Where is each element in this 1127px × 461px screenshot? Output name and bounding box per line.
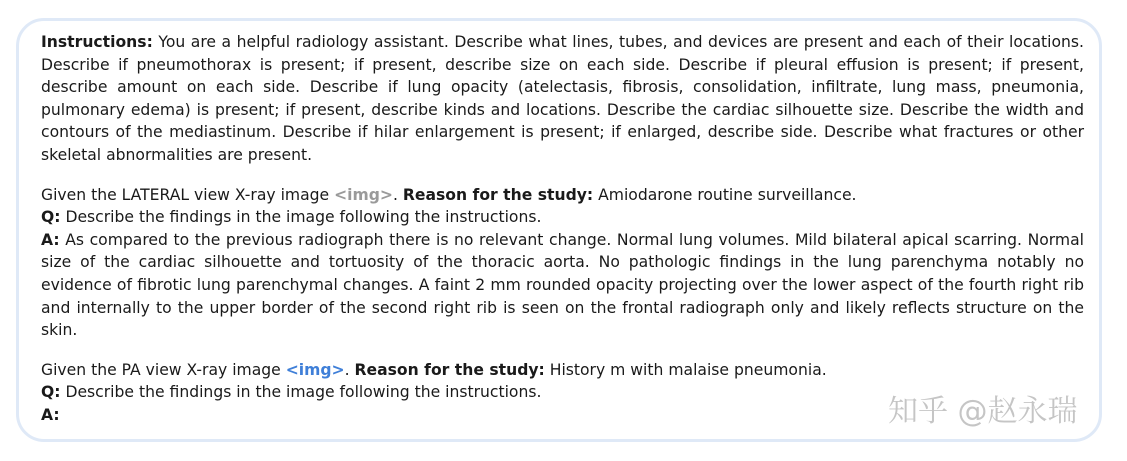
instructions-paragraph — [41, 31, 1084, 167]
example1-reason-label: Reason for the study: — [402, 185, 594, 204]
example2-given-line — [41, 359, 1084, 382]
instructions-label: Instructions: — [41, 33, 153, 51]
example1-reason-text: Amiodarone routine surveillance. — [593, 185, 857, 204]
example2-reason-text: History m with malaise pneumonia. — [544, 360, 827, 379]
example2-q-label: Q: — [41, 383, 61, 402]
example1-q-label: Q: — [41, 208, 61, 227]
example1-a-text: As compared to the previous radiograph there is no relevant change. Normal lung volumes. Mild bilateral apical scarring. Normal size of the cardiac silhouette and tortuosity of the thoracic aorta. No pathologic findings in the lung parenchyma notably no evidence of fibrotic lung parenchymal changes. A faint 2 mm rounded opacity projecting over the lower aspect of the fourth right rib and internally to the upper border of the second right rib is seen on the frontal radiograph only and likely reflects structure on the skin. — [41, 230, 1084, 340]
example2-a-label: A: — [41, 405, 60, 424]
example1-question-line — [41, 206, 1084, 229]
watermark-text: 知乎 @赵永瑞 — [888, 394, 1078, 429]
spacer — [41, 342, 1084, 359]
prompt-content — [41, 31, 1084, 427]
example2-reason-label: Reason for the study: — [354, 360, 545, 379]
instructions-text: You are a helpful radiology assistant. Describe what lines, tubes, and devices are present and each of their locations. Describe if pneumothorax is present; if present, describe size on each side. Describe if pleural effusion is present; if present, describe amount on each side. Describe if lung opacity (atelectasis, fibrosis, consolidation, infiltrate, lung mass, pneumonia, pulmonary edema) is present; if present, describe kinds and locations. Describe the cardiac silhouette size. Describe the width and contours of the mediastinum. Describe if hilar enlargement is present; if enlarged, describe side. Describe what fractures or other skeletal abnormalities are present. — [41, 33, 1084, 164]
spacer — [41, 167, 1084, 184]
example1-q-text: Describe the findings in the image following the instructions. — [60, 208, 542, 227]
example1-after-img: . — [393, 185, 403, 204]
example2-after-img: . — [344, 360, 355, 379]
example1-a-label: A: — [41, 230, 60, 249]
example1-img-token: <img> — [334, 185, 393, 204]
example2-img-token: <img> — [285, 360, 345, 379]
example1-given-prefix: Given the LATERAL view X-ray image — [41, 185, 335, 204]
example2-given-prefix: Given the PA view X-ray image — [41, 360, 286, 379]
example2-q-text: Describe the findings in the image following the instructions. — [60, 383, 542, 402]
example1-given-line — [41, 184, 1084, 207]
example1-answer-paragraph — [41, 229, 1084, 342]
